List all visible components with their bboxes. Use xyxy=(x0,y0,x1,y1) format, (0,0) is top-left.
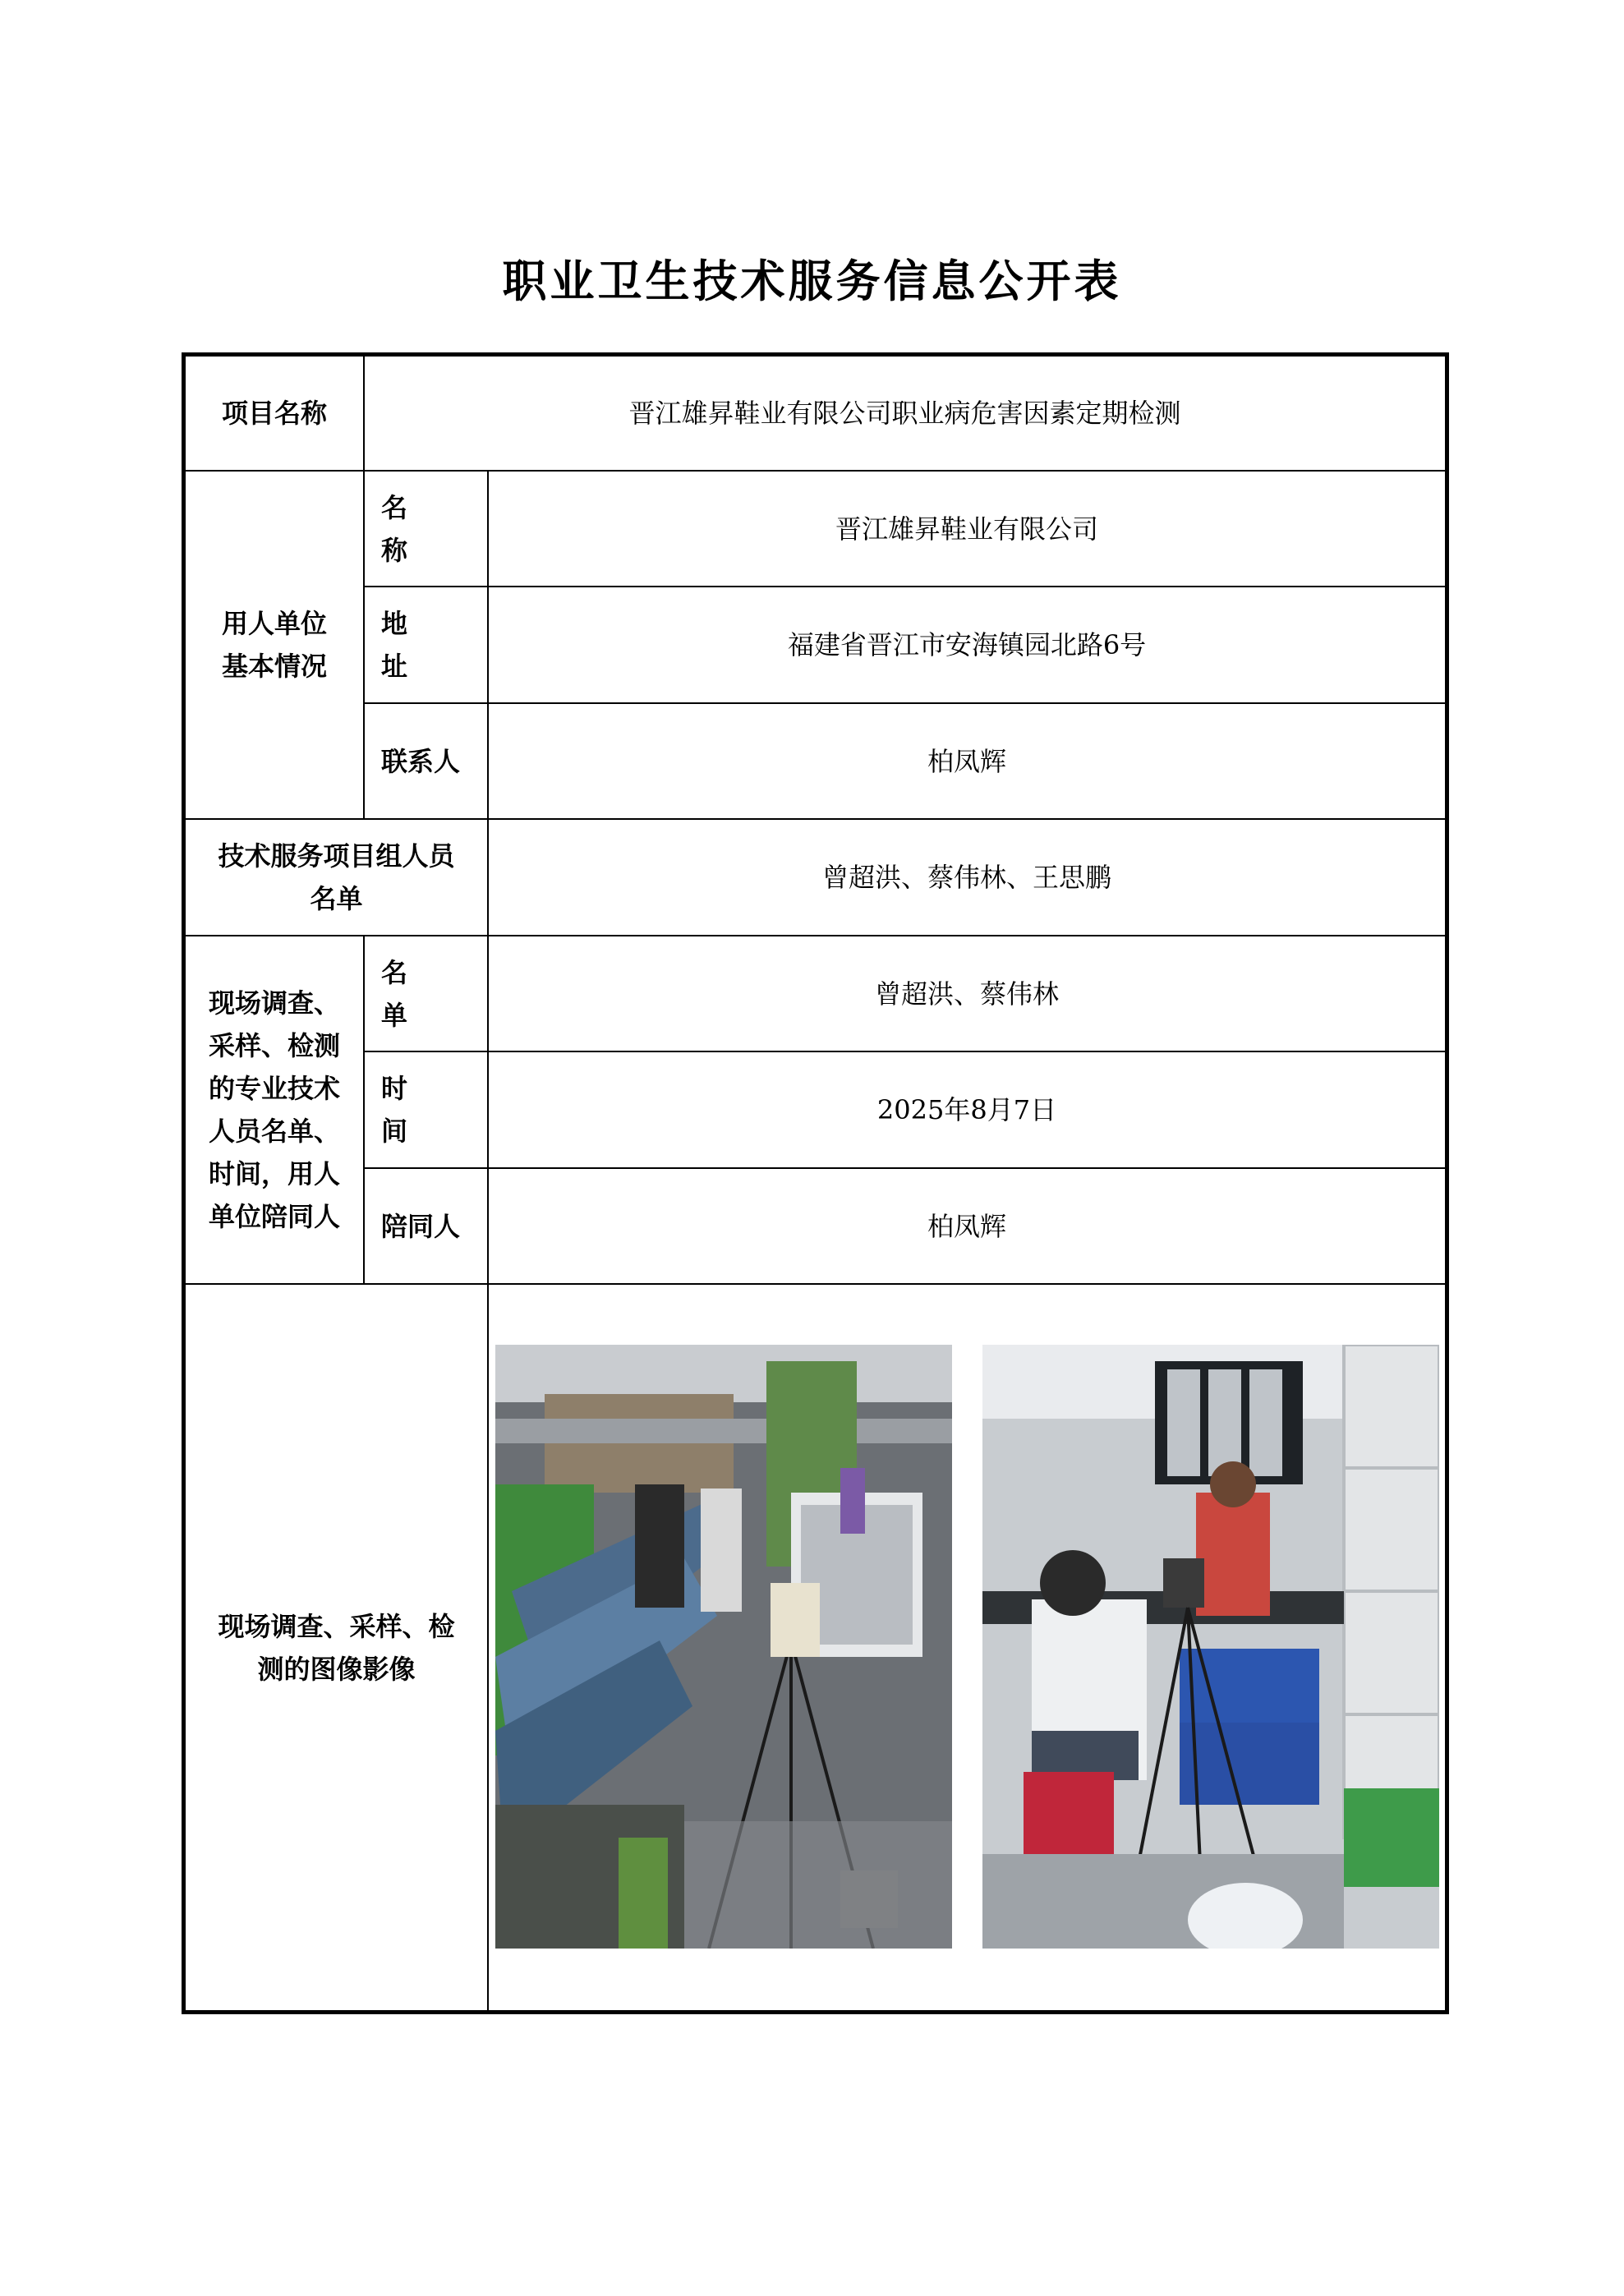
survey-names-label: 名单 xyxy=(381,956,444,1031)
survey-escort-value: 柏凤辉 xyxy=(927,1210,1006,1242)
project-name-label: 项目名称 xyxy=(221,398,327,429)
employer-contact-value: 柏凤辉 xyxy=(927,745,1006,777)
survey-time-label: 时间 xyxy=(381,1073,444,1147)
images-label: 现场调查、采样、检 测的图像影像 xyxy=(218,1610,455,1685)
team-value: 曾超洪、蔡伟林、王思鹏 xyxy=(821,862,1111,893)
employer-name-label: 名称 xyxy=(381,491,444,566)
survey-section-label: 现场调查、 采样、检测 的专业技术 人员名单、 时间，用人 单位陪同人 xyxy=(208,987,340,1232)
survey-escort-label: 陪同人 xyxy=(381,1210,461,1242)
team-label: 技术服务项目组人员 名单 xyxy=(218,840,455,914)
site-photo-workbench xyxy=(982,1345,1439,1949)
employer-contact-label: 联系人 xyxy=(381,745,461,777)
col-divider xyxy=(487,1283,489,2010)
page-title: 职业卫生技术服务信息公开表 xyxy=(502,255,1122,307)
employer-name-value: 晋江雄昇鞋业有限公司 xyxy=(835,513,1098,545)
info-table xyxy=(182,352,1449,2014)
employer-address-label: 地址 xyxy=(381,608,444,682)
site-photo-production-line xyxy=(495,1345,952,1949)
project-name-value: 晋江雄昇鞋业有限公司职业病危害因素定期检测 xyxy=(628,398,1181,429)
survey-time-value: 2025年8月7日 xyxy=(876,1094,1057,1125)
employer-section-label: 用人单位 基本情况 xyxy=(221,608,327,682)
survey-names-value: 曾超洪、蔡伟林 xyxy=(874,978,1059,1010)
employer-address-value: 福建省晋江市安海镇园北路6号 xyxy=(787,629,1147,660)
